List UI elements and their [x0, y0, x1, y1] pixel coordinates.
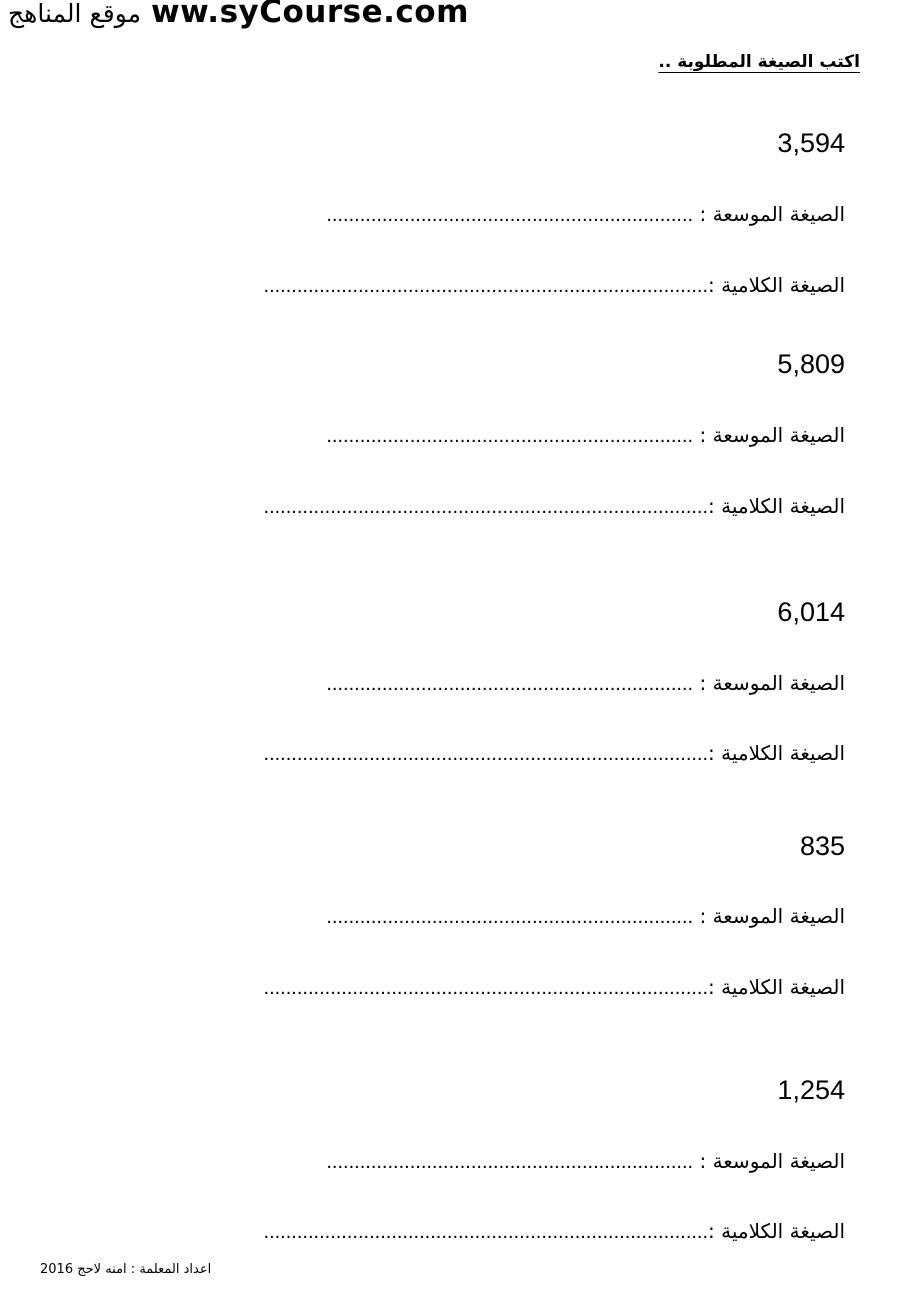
word-form-label: الصيغة الكلامية :	[708, 494, 845, 518]
answer-blank[interactable]: ................................................................................	[263, 1221, 709, 1243]
answer-blank[interactable]: ................................................................................	[263, 275, 709, 297]
expanded-form-line	[326, 1149, 845, 1174]
answer-blank[interactable]: ................................................................................	[263, 496, 709, 518]
instruction-heading: اكتب الصيغة المطلوبة ..	[658, 52, 860, 72]
answer-blank[interactable]: ................................................................................	[263, 977, 709, 999]
word-form-label: الصيغة الكلامية :	[708, 975, 845, 999]
answer-blank[interactable]: ..................................................................	[326, 425, 694, 447]
word-form-label: الصيغة الكلامية :	[708, 273, 845, 297]
expanded-form-line	[326, 423, 845, 448]
word-form-label: الصيغة الكلامية :	[708, 1219, 845, 1243]
answer-blank[interactable]: ..................................................................	[326, 673, 694, 695]
expanded-form-line	[326, 671, 845, 696]
expanded-form-line	[326, 904, 845, 929]
word-form-line	[264, 741, 845, 766]
word-form-line	[264, 975, 845, 1000]
word-form-line	[264, 1219, 845, 1244]
site-name-arabic: موقع المناهج	[8, 0, 142, 28]
answer-blank[interactable]: ..................................................................	[326, 906, 694, 928]
exercise-number: 835	[799, 831, 845, 861]
word-form-label: الصيغة الكلامية :	[708, 741, 845, 765]
expanded-form-label: الصيغة الموسعة :	[699, 423, 845, 447]
word-form-line	[264, 494, 845, 519]
expanded-form-label: الصيغة الموسعة :	[699, 202, 845, 226]
exercise-number: 6,014	[777, 597, 845, 627]
exercise-number: 5,809	[777, 349, 845, 379]
answer-blank[interactable]: ..................................................................	[326, 1151, 694, 1173]
exercise-number: 3,594	[777, 128, 845, 158]
answer-blank[interactable]: ..................................................................	[326, 204, 694, 226]
word-form-line	[264, 273, 845, 298]
expanded-form-label: الصيغة الموسعة :	[699, 671, 845, 695]
site-watermark	[8, 0, 469, 30]
exercise-number: 1,254	[777, 1075, 845, 1105]
answer-blank[interactable]: ................................................................................	[263, 743, 709, 765]
author-credit: اعداد المعلمة : امنه لاحج 2016	[40, 1262, 212, 1277]
expanded-form-line	[326, 202, 845, 227]
expanded-form-label: الصيغة الموسعة :	[699, 904, 845, 928]
expanded-form-label: الصيغة الموسعة :	[699, 1149, 845, 1173]
site-url: ww.syCourse.com	[151, 0, 469, 30]
